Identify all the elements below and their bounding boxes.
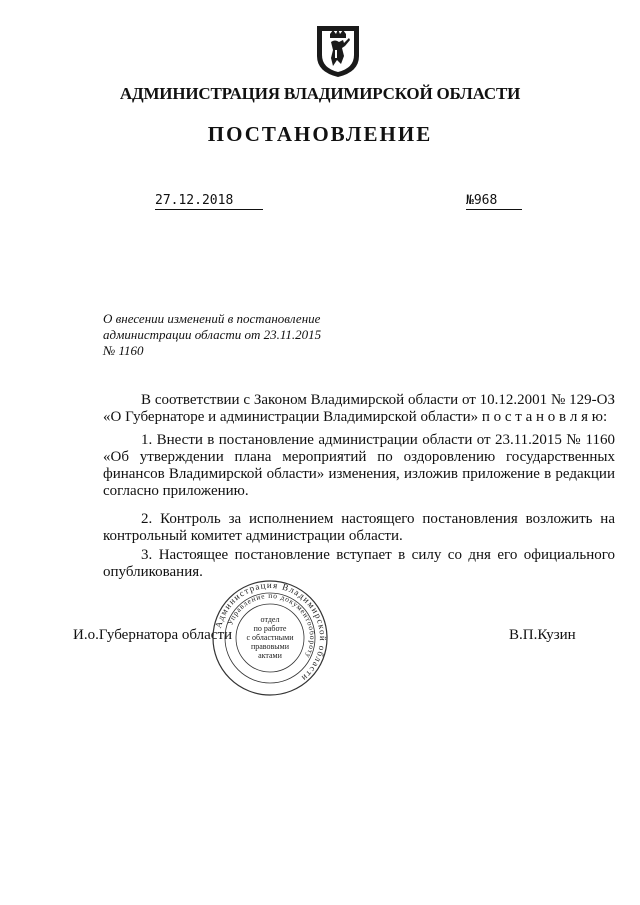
intro-decree: п о с т а н о в л я ю: (481, 409, 608, 425)
svg-text:Администрация Владимирской обл: Администрация Владимирской области (213, 579, 329, 684)
stamp-inner-line: отдел (260, 615, 280, 624)
number-value: 968 (473, 193, 498, 208)
item-3-paragraph (103, 547, 615, 581)
stamp-inner-line: по работе (253, 624, 287, 633)
svg-text:Управление по документообороту: Управление по документообороту (225, 590, 318, 661)
coat-of-arms-icon (313, 20, 363, 78)
organization-name: АДМИНИСТРАЦИЯ ВЛАДИМИРСКОЙ ОБЛАСТИ (119, 84, 521, 103)
signer-name: В.П.Кузин (509, 627, 576, 643)
item-3-text: 3. Настоящее постановление вступает в силу со дня его официального опубликования. (103, 547, 615, 580)
stamp-inner-line: актами (258, 651, 282, 660)
number-prefix: № (466, 193, 474, 208)
signer-role: И.о.Губернатора области (73, 627, 233, 643)
document-date: 27.12.2018 (155, 193, 263, 210)
item-1-paragraph (103, 432, 615, 500)
subject-line-1: О внесении изменений в постановление (103, 311, 321, 326)
document-type: ПОСТАНОВЛЕНИЕ (207, 122, 433, 146)
document-subject (103, 311, 363, 359)
subject-line-3: № 1160 (103, 343, 144, 358)
subject-line-2: администрации области от 23.11.2015 (103, 327, 322, 342)
item-1-text: 1. Внести в постановление администрации области от 23.11.2015 № 1160 «Об утверждении плана мероприятий по оздоровлению государственных финансов Владимирской области» изменения, изложив приложение в редакции согласно приложению. (103, 432, 615, 499)
intro-paragraph (103, 392, 615, 426)
stamp-inner-line: правовыми (250, 642, 290, 651)
item-2-paragraph (103, 511, 615, 545)
official-stamp (210, 578, 330, 698)
document-number (466, 193, 522, 210)
stamp-inner-line: с областными (246, 633, 294, 642)
intro-text: В соответствии с Законом Владимирской области от 10.12.2001 № 129-ОЗ «О Губернаторе и администрации Владимирской области» (103, 392, 615, 425)
item-2-text: 2. Контроль за исполнением настоящего постановления возложить на контрольный комитет администрации области. (103, 511, 615, 544)
